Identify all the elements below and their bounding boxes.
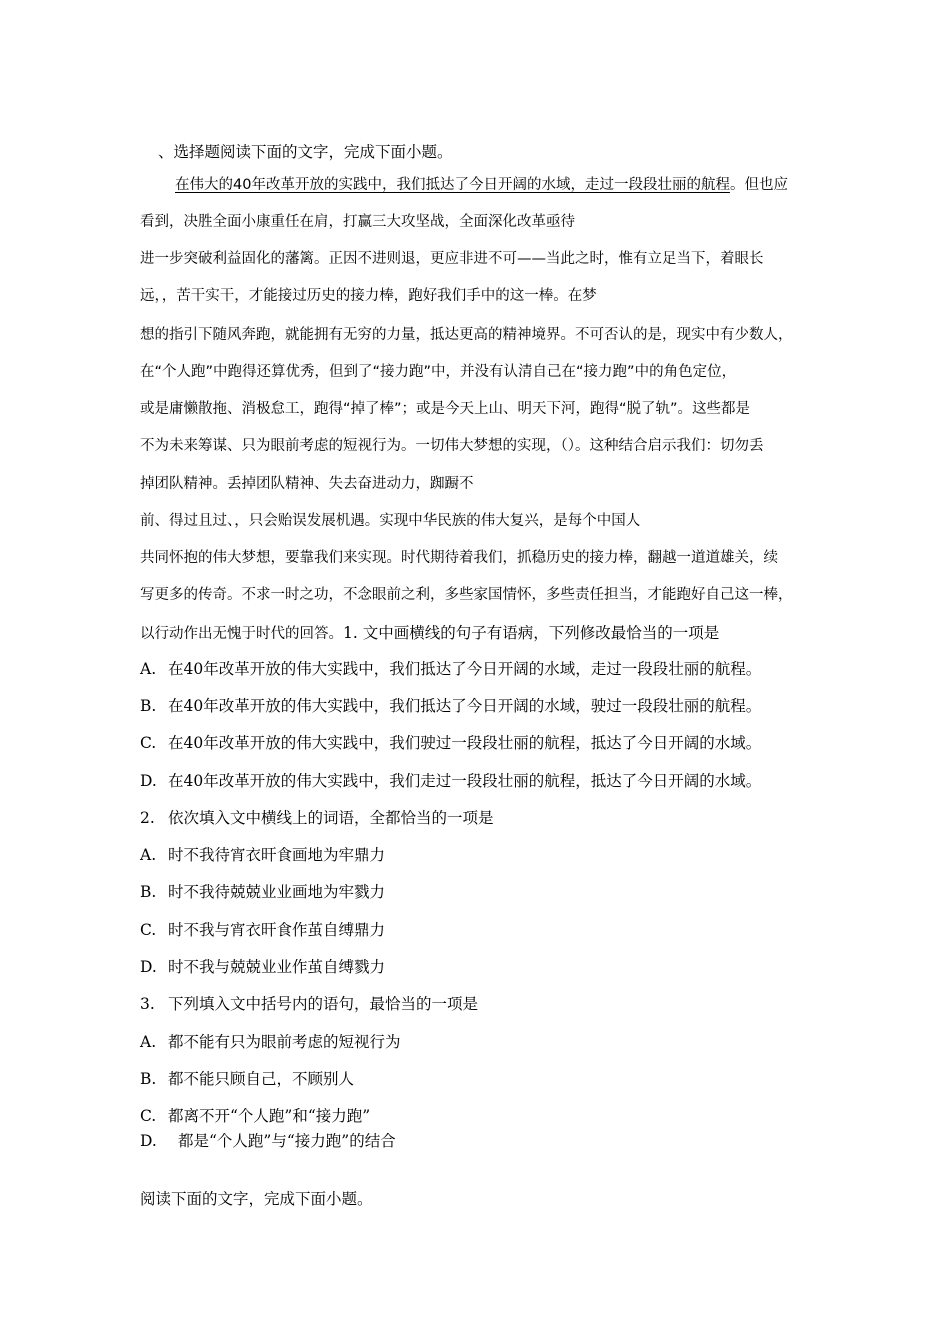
question-2-stem [140,811,494,827]
option-b [140,1072,354,1088]
option-letter: D. [140,958,157,976]
option-a [140,1035,401,1051]
option-text: 都不能只顾自己，不顾别人 [168,1070,355,1088]
passage-line-last [140,625,719,642]
passage-line: 共同怀抱的伟大梦想，要靠我们来实现。时代期待着我们，抓稳历史的接力棒，翻越一道道雄关，续 [140,550,778,566]
option-a [140,848,385,864]
question-1-stem: 1. 文中画横线的句子有语病，下列修改最恰当的一项是 [343,624,720,642]
option-a [140,662,761,678]
option-d [140,774,761,790]
footer-instruction: 阅读下面的文字，完成下面小题。 [140,1190,373,1208]
option-text: 都离不开“个人跑”和“接力跑” [168,1107,371,1125]
option-text: 时不我与兢兢业业作茧自缚戮力 [168,958,386,976]
passage-text: 。但也应 [729,177,788,193]
option-letter: A. [140,660,157,678]
passage-line: 掉团队精神。丢掉团队精神、失去奋进动力，踟蹰不 [140,476,474,492]
option-b [140,699,761,715]
question-text: 依次填入文中横线上的词语，全都恰当的一项是 [168,809,494,827]
option-letter: D. [140,1132,157,1150]
option-letter: B. [140,697,157,715]
option-letter: C. [140,734,157,752]
option-d [140,1134,396,1150]
passage-line-1 [175,178,788,193]
option-c [140,923,385,939]
option-letter: B. [140,883,157,901]
passage-line: 不为未来筹谋、只为眼前考虑的短视行为。一切伟大梦想的实现，（）。这种结合启示我们：切勿丢 [140,438,764,454]
option-text: 在40年改革开放的伟大实践中，我们抵达了今日开阔的水域，走过一段段壮丽的航程。 [168,660,762,678]
option-letter: C. [140,1107,157,1125]
option-c [140,736,761,752]
passage-line: 进一步突破利益固化的藩篱。正因不进则退，更应非进不可——当此之时，惟有立足当下，着眼长 [140,251,764,267]
option-text: 时不我待宵衣旰食画地为牢鼎力 [168,846,386,864]
passage-text: 以行动作出无愧于时代的回答。 [140,626,343,642]
option-text: 在40年改革开放的伟大实践中，我们走过一段段壮丽的航程，抵达了今日开阔的水域。 [168,772,762,790]
option-text: 都是“个人跑”与“接力跑”的结合 [178,1132,396,1150]
underlined-sentence: 在伟大的40年改革开放的实践中，我们抵达了今日开阔的水域，走过一段段壮丽的航程 [175,177,730,193]
question-number: 3. [140,995,155,1013]
question-number: 2. [140,809,155,827]
passage-line: 看到，决胜全面小康重任在肩，打赢三大攻坚战，全面深化改革亟待 [140,214,575,230]
option-letter: D. [140,772,157,790]
passage-line: 远，，苦干实干，才能接过历史的接力棒，跑好我们手中的这一棒。在梦 [140,288,597,304]
option-text: 在40年改革开放的伟大实践中，我们抵达了今日开阔的水域，驶过一段段壮丽的航程。 [168,697,762,715]
option-text: 都不能有只为眼前考虑的短视行为 [168,1033,401,1051]
option-b [140,885,385,901]
section-header: 、选择题阅读下面的文字，完成下面小题。 [158,143,453,161]
question-3-stem [140,997,478,1013]
option-text: 在40年改革开放的伟大实践中，我们驶过一段段壮丽的航程，抵达了今日开阔的水域。 [168,734,762,752]
option-letter: A. [140,1033,157,1051]
option-c [140,1109,370,1125]
passage-line: 写更多的传奇。不求一时之功，不念眼前之利，多些家国情怀，多些责任担当，才能跑好自己这一棒， [140,587,793,603]
passage-line: 在“个人跑”中跑得还算优秀，但到了“接力跑”中，并没有认清自己在“接力跑”中的角色定位， [140,364,737,380]
option-d [140,960,385,976]
option-text: 时不我与宵衣旰食作茧自缚鼎力 [168,921,386,939]
option-letter: A. [140,846,157,864]
option-letter: B. [140,1070,157,1088]
option-text: 时不我待兢兢业业画地为牢戮力 [168,883,386,901]
passage-line: 前、得过且过、，只会贻误发展机遇。实现中华民族的伟大复兴，是每个中国人 [140,513,641,529]
option-letter: C. [140,921,157,939]
question-text: 下列填入文中括号内的语句，最恰当的一项是 [168,995,479,1013]
passage-line: 或是庸懒散拖、消极怠工，跑得“掉了棒”；或是今天上山、明天下河，跑得“脱了轨”。这些都是 [140,401,751,417]
passage-line: 想的指引下随风奔跑，就能拥有无穷的力量，抵达更高的精神境界。不可否认的是，现实中有少数人， [140,327,793,343]
